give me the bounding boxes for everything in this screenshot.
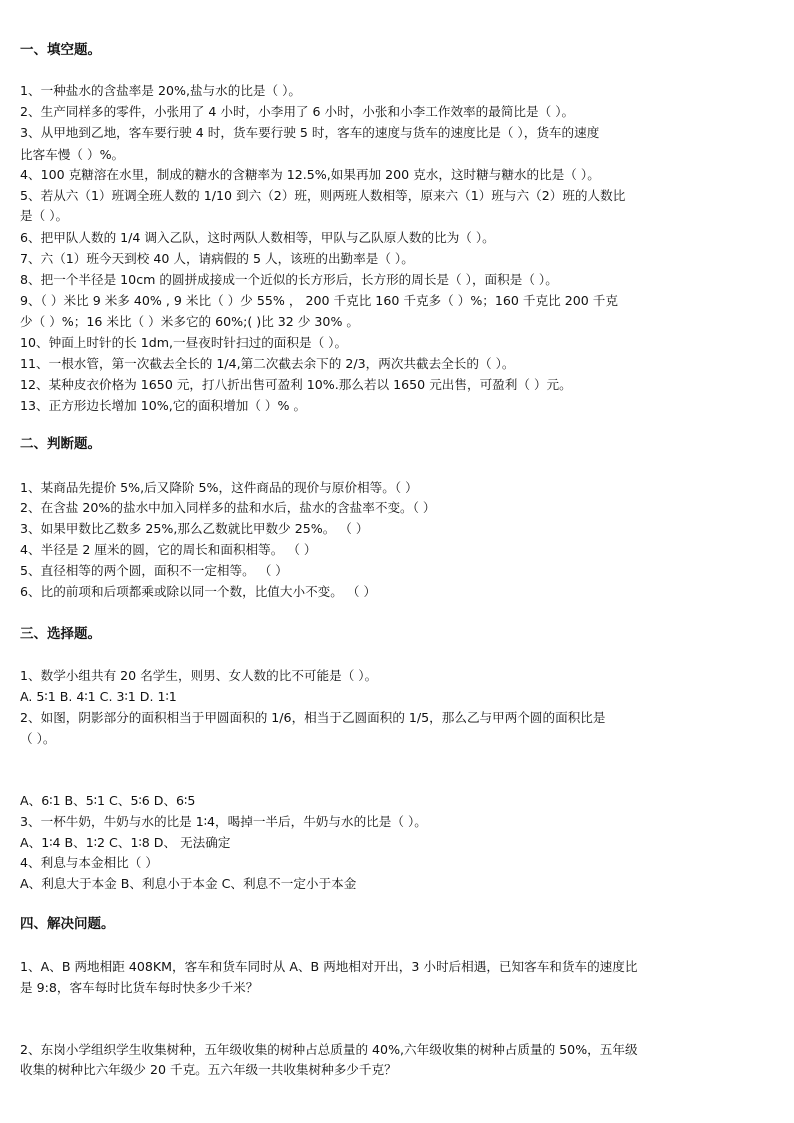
question-line: （ ）。 bbox=[20, 731, 56, 746]
choice-options: A、1∶4 B、1∶2 C、1∶8 D、 无法确定 bbox=[20, 835, 231, 850]
section-fill-blank-title: 一、填空题。 bbox=[20, 42, 101, 58]
question-line: 6、把甲队人数的 1/4 调入乙队，这时两队人数相等，甲队与乙队原人数的比为（ ）。 bbox=[20, 230, 495, 245]
question-line: 1、一种盐水的含盐率是 20%,盐与水的比是（ ）。 bbox=[20, 83, 301, 98]
question-line: 1、数学小组共有 20 名学生，则男、女人数的比不可能是（ ）。 bbox=[20, 668, 378, 683]
question-line: 12、某种皮衣价格为 1650 元，打八折出售可盈利 10%.那么若以 1650 元出售，可盈利（ ）元。 bbox=[20, 377, 572, 392]
question-line: 3、一杯牛奶，牛奶与水的比是 1∶4，喝掉一半后，牛奶与水的比是（ ）。 bbox=[20, 814, 427, 829]
section-judgement-title: 二、判断题。 bbox=[20, 436, 101, 452]
question-line: 3、如果甲数比乙数多 25%,那么乙数就比甲数少 25%。 （ ） bbox=[20, 521, 369, 536]
question-line: 2、生产同样多的零件，小张用了 4 小时，小李用了 6 小时，小张和小李工作效率的最简比是（ ）。 bbox=[20, 104, 575, 119]
question-line: 9、（ ）米比 9 米多 40% , 9 米比（ ）少 55% ， 200 千克比 160 千克多（ ）%；160 千克比 200 千克 bbox=[20, 293, 618, 308]
question-line: 4、100 克糖溶在水里，制成的糖水的含糖率为 12.5%,如果再加 200 克水，这时糖与糖水的比是（ ）。 bbox=[20, 167, 600, 182]
question-line: 2、东岗小学组织学生收集树种，五年级收集的树种占总质量的 40%,六年级收集的树种占质量的 50%，五年级 bbox=[20, 1042, 638, 1057]
question-line: 3、从甲地到乙地，客车要行驶 4 时，货车要行驶 5 时，客车的速度与货车的速度比是（ ），货车的速度 bbox=[20, 125, 600, 140]
question-line: 11、一根水管，第一次截去全长的 1/4,第二次截去余下的 2/3，两次共截去全长的（ ）。 bbox=[20, 356, 515, 371]
section-problems-title: 四、解决问题。 bbox=[20, 916, 115, 932]
choice-options: A、利息大于本金 B、利息小于本金 C、利息不一定小于本金 bbox=[20, 876, 357, 891]
question-line: 少（ ）%；16 米比（ ）米多它的 60%;( )比 32 少 30% 。 bbox=[20, 314, 360, 329]
question-line: 4、半径是 2 厘米的圆，它的周长和面积相等。 （ ） bbox=[20, 542, 317, 557]
question-line: 2、在含盐 20%的盐水中加入同样多的盐和水后，盐水的含盐率不变。（ ） bbox=[20, 500, 436, 515]
question-line: 是（ ）。 bbox=[20, 208, 69, 223]
question-line: 是 9:8，客车每时比货车每时快多少千米？ bbox=[20, 980, 259, 995]
question-line: 4、利息与本金相比（ ） bbox=[20, 855, 158, 870]
question-line: 10、钟面上时针的长 1dm,一昼夜时针扫过的面积是（ ）。 bbox=[20, 335, 348, 350]
choice-options: A、6∶1 B、5∶1 C、5∶6 D、6∶5 bbox=[20, 793, 196, 808]
question-line: 收集的树种比六年级少 20 千克。五六年级一共收集树种多少千克？ bbox=[20, 1062, 397, 1077]
question-line: 1、某商品先提价 5%,后又降阶 5%，这件商品的现价与原价相等。（ ） bbox=[20, 480, 418, 495]
question-line: 5、若从六（1）班调全班人数的 1/10 到六（2）班，则两班人数相等，原来六（1）班与六（2）班的人数比 bbox=[20, 188, 626, 203]
question-line: 5、直径相等的两个圆，面积不一定相等。 （ ） bbox=[20, 563, 288, 578]
section-choice-title: 三、选择题。 bbox=[20, 626, 101, 642]
question-line: 6、比的前项和后项都乘或除以同一个数，比值大小不变。 （ ） bbox=[20, 584, 377, 599]
question-line: 1、A、B 两地相距 408KM，客车和货车同时从 A、B 两地相对开出，3 小时后相遇，已知客车和货车的速度比 bbox=[20, 959, 638, 974]
question-line: 比客车慢（ ）%。 bbox=[20, 147, 125, 162]
choice-options: A. 5∶1 B. 4∶1 C. 3∶1 D. 1∶1 bbox=[20, 689, 177, 704]
question-line: 7、六（1）班今天到校 40 人，请病假的 5 人，该班的出勤率是（ ）。 bbox=[20, 251, 414, 266]
question-line: 13、正方形边长增加 10%,它的面积增加（ ）% 。 bbox=[20, 398, 307, 413]
question-line: 2、如图，阴影部分的面积相当于甲圆面积的 1/6，相当于乙圆面积的 1/5，那么乙与甲两个圆的面积比是 bbox=[20, 710, 606, 725]
question-line: 8、把一个半径是 10cm 的圆拼成接成一个近似的长方形后，长方形的周长是（ ），面积是（ ）。 bbox=[20, 272, 558, 287]
